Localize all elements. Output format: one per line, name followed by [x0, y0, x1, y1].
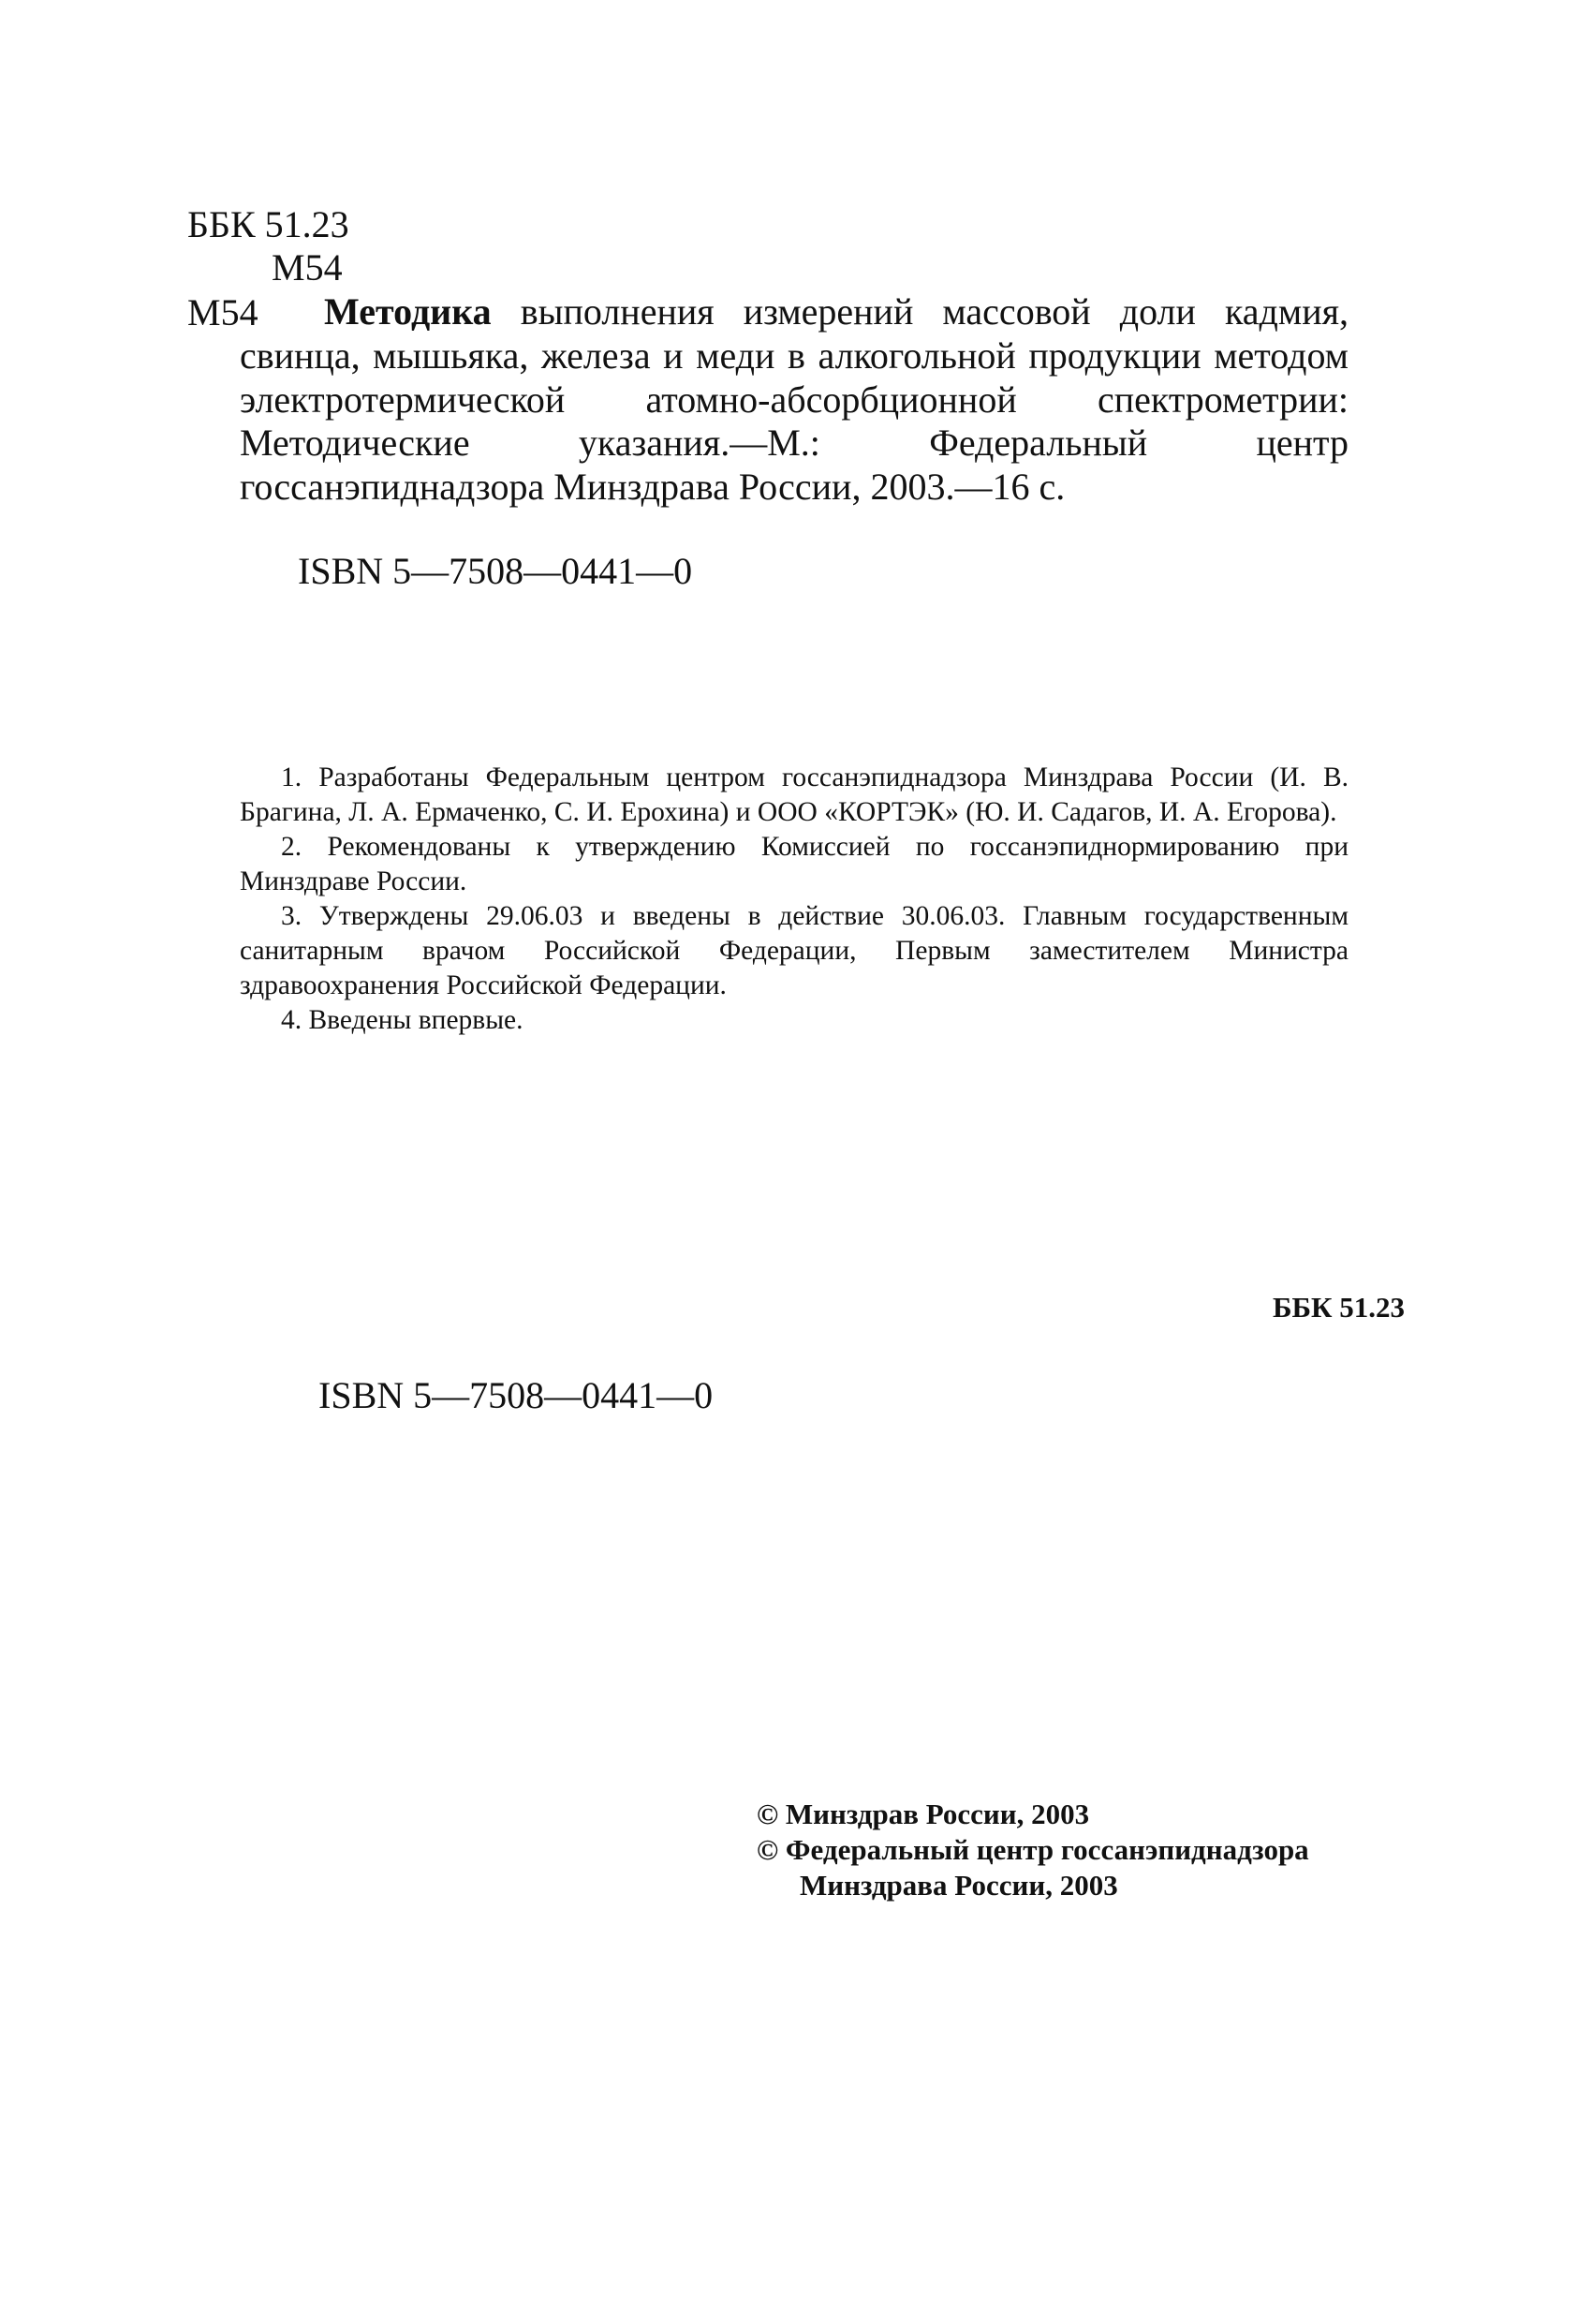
copyright-line-continued: Минздрава России, 2003: [800, 1869, 1118, 1902]
entry-title: Методика: [324, 290, 492, 333]
isbn: ISBN 5—7508—0441—0: [298, 550, 693, 592]
entry-author-mark: М54: [187, 291, 258, 333]
publication-notes: [240, 761, 1349, 1038]
note-item: 4. Введены впервые.: [281, 1005, 523, 1035]
copyright-line: © Федеральный центр госсанэпиднадзора: [757, 1833, 1309, 1866]
copyright-line: © Минздрав России, 2003: [757, 1798, 1090, 1830]
bbk-index: ББК 51.23: [187, 203, 349, 245]
isbn-footer: ISBN 5—7508—0441—0: [318, 1374, 714, 1416]
bbk-index-footer: ББК 51.23: [1273, 1291, 1405, 1324]
author-mark: М54: [272, 246, 343, 289]
note-item: 3. Утверждены 29.06.03 и введены в действие 30.06.03. Главным государственным санитарным врачом Российской Федерации, Первым заместителем Министра здравоохранения Российской Федерации.: [240, 901, 1349, 1000]
bibliographic-entry: [240, 290, 1349, 510]
note-item: 1. Разработаны Федеральным центром госсанэпиднадзора Минздрава России (И. В. Брагина, Л. А. Ермаченко, С. И. Ерохина) и ООО «КОРТЭК» (Ю. И. Садагов, И. А. Егорова).: [240, 762, 1349, 827]
copyright-block: [757, 1797, 1412, 1903]
note-item: 2. Рекомендованы к утверждению Комиссией по госсанэпиднормированию при Минздраве России.: [240, 832, 1349, 896]
entry-description: выполнения измерений массовой доли кадмия, свинца, мышьяка, железа и меди в алкогольной продукции методом электротермической атомно-абсорбционной спектрометрии: Методические указания.—М.: Федеральный центр госсанэпиднадзора Минздрава России, 2003.—16 с.: [240, 290, 1349, 509]
